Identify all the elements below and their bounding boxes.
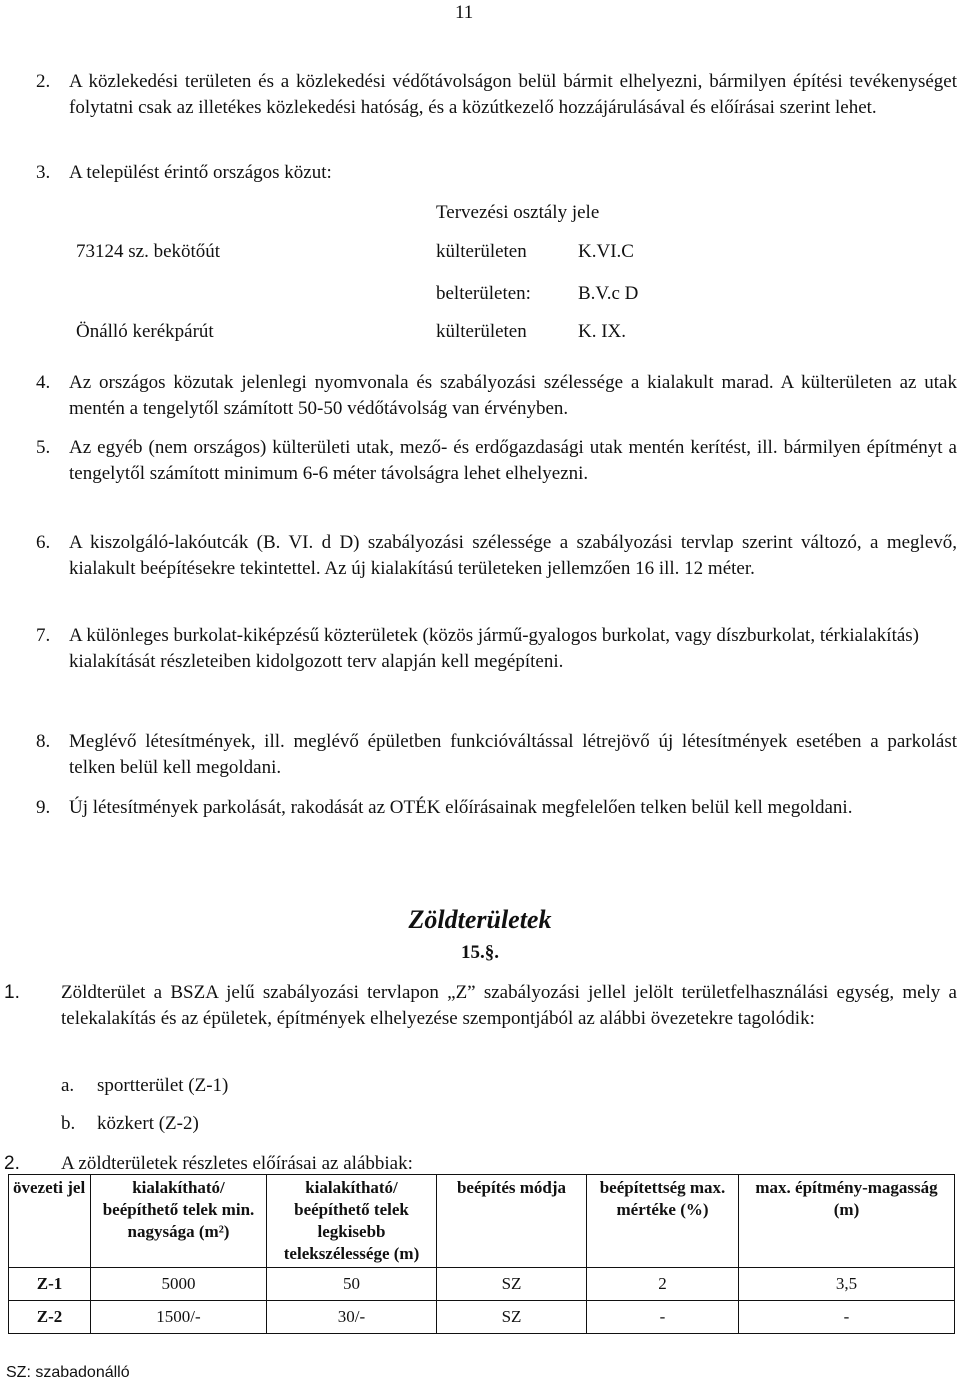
table-cell: 50 xyxy=(267,1268,437,1301)
sub-item-letter: b. xyxy=(61,1113,76,1134)
item-text: Új létesítmények parkolását, rakodását az OTÉK előírásainak megfelelően telken belül kell megoldani. xyxy=(69,797,853,818)
road-area: külterületen xyxy=(436,321,527,342)
road-class: K. IX. xyxy=(578,321,627,342)
table-cell: SZ xyxy=(437,1301,587,1334)
item-text: Zöldterület a BSZA jelű szabályozási tervlapon „Z” szabályozási jellel jelölt területfelhasználási egység, mely a telekalakítás és az épületek, építmények elhelyezése szempontjából az alábbi övezetekre tagolódik: xyxy=(61,982,957,1029)
item-text: Az egyéb (nem országos) külterületi utak, mező- és erdőgazdasági utak mentén kerítést, ill. bármilyen építményt a tengelytől számított minimum 6-6 méter távolságra lehet elhelyezni. xyxy=(69,437,957,484)
road-name: 73124 sz. bekötőút xyxy=(76,241,221,262)
item-number: 7. xyxy=(36,625,51,646)
item-number: 3. xyxy=(36,162,51,183)
item-text: Az országos közutak jelenlegi nyomvonala és szabályozási szélessége a kialakult marad. A külterületen az utak mentén a tengelytől számított 50-50 védőtávolság van érvényben. xyxy=(69,372,957,419)
road-area: külterületen xyxy=(436,241,527,262)
road-name: Önálló kerékpárút xyxy=(76,321,214,342)
road-class-header: Tervezési osztály jele xyxy=(436,202,600,223)
item-number: 8. xyxy=(36,731,51,752)
table-row xyxy=(9,1301,955,1334)
item-text: A kiszolgáló-lakóutcák (B. VI. d D) szabályozási szélessége a szabályozási tervlap szerint változó, a meglevő, kialakult beépítésekre tekintettel. Az új kialakítású területeken jellemzően 16 ill. 12 méter. xyxy=(69,532,957,579)
item-text: A közlekedési területen és a közlekedési védőtávolságon belül bármit elhelyezni, bármilyen építési tevékenységet folytatni csak az illetékes közlekedési hatóság, és a közútkezelő hozzájárulásával és előírásai szerint lehet. xyxy=(69,71,957,118)
table-cell: - xyxy=(739,1301,955,1334)
column-header: kialakítható/ beépíthető telek legkisebb telekszélessége (m) xyxy=(267,1175,437,1268)
item-text: Meglévő létesítmények, ill. meglévő épületben funkcióváltással létrejövő új létesítmények esetében a parkolást telken belül kell megoldani. xyxy=(69,731,957,778)
table-footnote: SZ: szabadonálló xyxy=(6,1364,130,1381)
zone-table-header-row xyxy=(9,1175,955,1268)
road-class: B.V.c D xyxy=(578,283,639,304)
table-cell: Z-2 xyxy=(9,1301,91,1334)
road-area: belterületen: xyxy=(436,283,531,304)
table-cell: Z-1 xyxy=(9,1268,91,1301)
page-number: 11 xyxy=(455,2,474,23)
item-number: 4. xyxy=(36,372,51,393)
table-cell: 2 xyxy=(587,1268,739,1301)
table-row xyxy=(9,1268,955,1301)
section-title: Zöldterületek xyxy=(408,905,552,934)
item-number: 6. xyxy=(36,532,51,553)
sub-item-letter: a. xyxy=(61,1075,75,1096)
item-text: A zöldterületek részletes előírásai az alábbiak: xyxy=(61,1153,413,1174)
item-number: 5. xyxy=(36,437,51,458)
column-header: övezeti jel xyxy=(9,1175,91,1268)
paragraph-number: 15.§. xyxy=(461,942,499,963)
item-number: 9. xyxy=(36,797,51,818)
sub-item-text: sportterület (Z-1) xyxy=(97,1075,229,1096)
table-cell: 30/- xyxy=(267,1301,437,1334)
table-cell: 3,5 xyxy=(739,1268,955,1301)
column-header: beépítés módja xyxy=(437,1175,587,1268)
table-cell: 5000 xyxy=(91,1268,267,1301)
table-cell: - xyxy=(587,1301,739,1334)
table-cell: SZ xyxy=(437,1268,587,1301)
column-header: kialakítható/ beépíthető telek min. nagysága (m²) xyxy=(91,1175,267,1268)
road-class: K.VI.C xyxy=(578,241,634,262)
item-number: 1. xyxy=(4,982,20,1003)
item-number: 2. xyxy=(36,71,51,92)
item-text: A különleges burkolat-kiképzésű közterületek (közös jármű-gyalogos burkolat, vagy díszburkolat, térkialakítás) kialakítását részleteiben kidolgozott terv alapján kell megépíteni. xyxy=(69,625,920,672)
column-header: max. építmény-magasság (m) xyxy=(739,1175,955,1268)
sub-item-text: közkert (Z-2) xyxy=(97,1113,199,1134)
item-text: A települést érintő országos közut: xyxy=(69,162,332,183)
column-header: beépítettség max. mértéke (%) xyxy=(587,1175,739,1268)
table-cell: 1500/- xyxy=(91,1301,267,1334)
zone-table xyxy=(8,1174,955,1334)
item-number: 2. xyxy=(4,1153,20,1174)
